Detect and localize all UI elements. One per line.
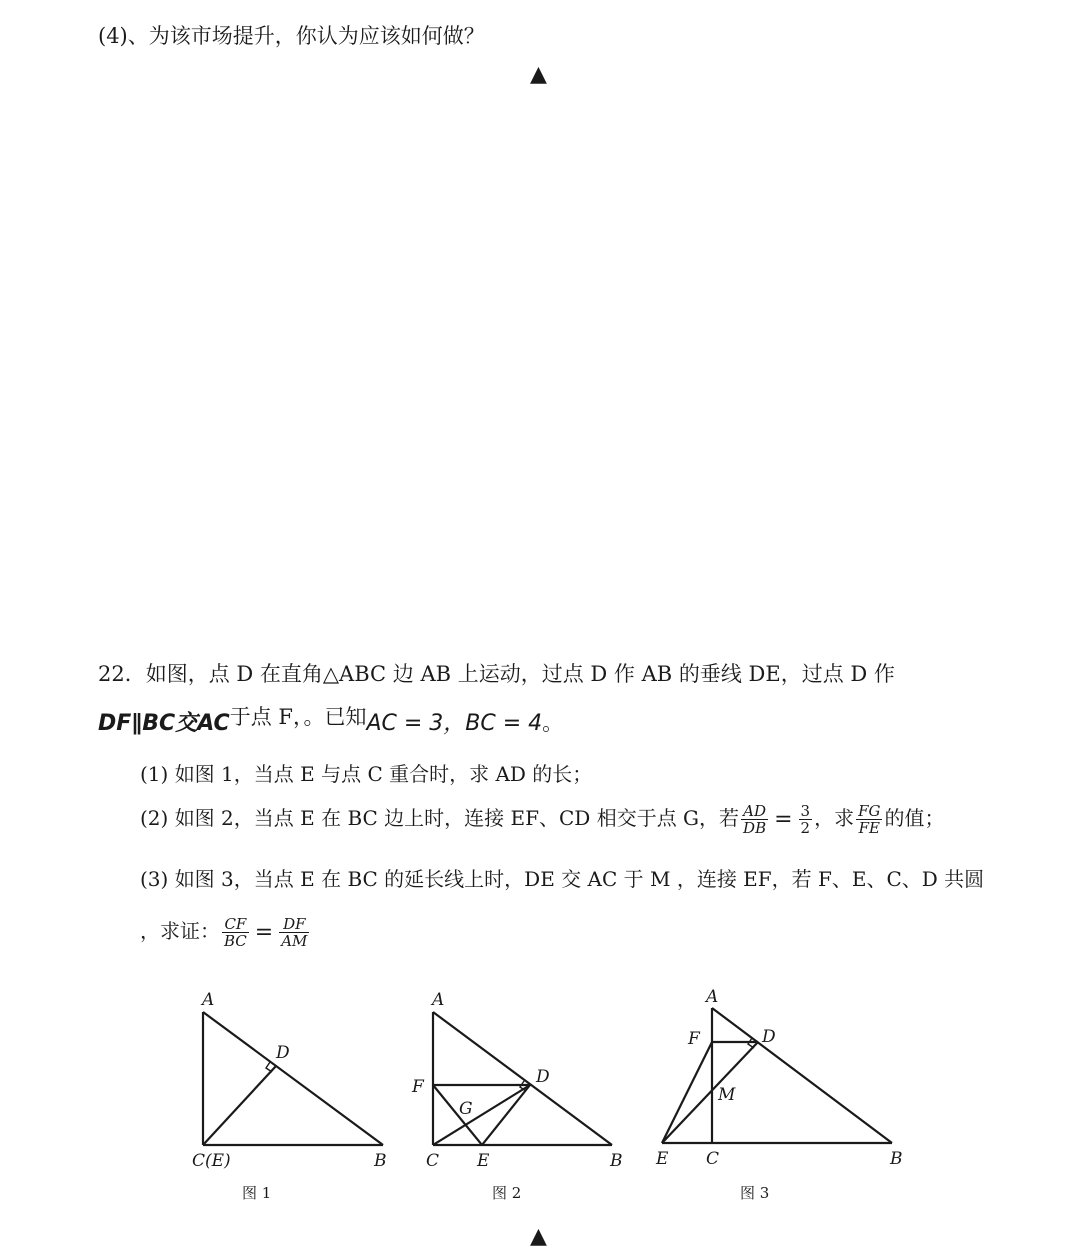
frac-den: DB	[743, 819, 767, 837]
fraction-df-am	[279, 916, 309, 949]
part-3-proof	[140, 915, 311, 949]
part-3-text: (3) 如图 3，当点 E 在 BC 的延长线上时，DE 交 AC 于 M ，连接 EF，若 F、E、C、D 共圆	[140, 867, 985, 891]
part-3-prefix: ，求证：	[140, 919, 220, 943]
fraction-cf-bc	[222, 916, 249, 949]
fig3-label-a: A	[706, 987, 719, 1007]
fraction-ad-db	[741, 803, 768, 836]
question-4-text: (4)、为该市场提升，你认为应该如何做？	[98, 24, 485, 48]
fig3-label-m: M	[718, 1085, 736, 1105]
equals-sign: =	[254, 920, 274, 945]
fig3-label-e: E	[656, 1149, 669, 1169]
fig3-caption: 图 3	[740, 1184, 770, 1202]
fig2-segment-cd	[433, 1085, 530, 1145]
figure-2	[433, 1012, 612, 1145]
figure-1	[203, 1012, 383, 1145]
fig1-label-d: D	[276, 1043, 290, 1063]
frac-den: AM	[281, 932, 308, 950]
fraction-3-2	[799, 803, 813, 836]
frac-num: DF	[279, 916, 309, 933]
fig1-label-c: C(E)	[192, 1151, 231, 1171]
triangle-marker-top: ▲	[530, 62, 547, 87]
fig2-segment-de	[482, 1085, 530, 1145]
line2-end: 。	[542, 711, 564, 735]
fig2-label-f: F	[412, 1077, 424, 1097]
fig2-caption: 图 2	[492, 1184, 522, 1202]
frac-den: FE	[858, 819, 880, 837]
fig3-label-c: C	[706, 1149, 720, 1169]
frac-num: 3	[800, 802, 811, 820]
part-2-prefix: (2) 如图 2，当点 E 在 BC 边上时，连接 EF、CD 相交于点 G，若	[140, 806, 740, 830]
fig2-label-a: A	[432, 990, 445, 1010]
fig1-side-ab	[203, 1012, 383, 1145]
given-values: AC = 3，BC = 4	[366, 711, 543, 736]
part-2-mid: ，求	[814, 806, 855, 830]
fig2-label-e: E	[477, 1151, 490, 1171]
fig2-side-ab	[433, 1012, 612, 1145]
fig3-side-ab	[712, 1008, 892, 1143]
fig2-label-g: G	[459, 1099, 473, 1119]
question-22-line1: 22．如图，点 D 在直角△ABC 边 AB 上运动，过点 D 作 AB 的垂线 DE，过点 D 作	[98, 662, 895, 686]
part-1-text: (1) 如图 1，当点 E 与点 C 重合时，求 AD 的长；	[140, 762, 593, 786]
fig3-label-b: B	[890, 1149, 903, 1169]
frac-den: BC	[224, 932, 247, 950]
fig1-label-b: B	[374, 1151, 387, 1171]
df-parallel-bc-expression: DF∥BC交AC	[98, 711, 230, 736]
fraction-fg-fe	[856, 803, 882, 836]
fig3-label-f: F	[688, 1029, 700, 1049]
frac-num: CF	[222, 916, 249, 933]
line2-mid-text: 于点 F，。已知	[229, 705, 367, 729]
fig2-segment-fe	[433, 1085, 482, 1145]
part-2-text	[140, 802, 944, 836]
question-22-line2	[98, 706, 563, 737]
frac-num: FG	[858, 802, 881, 820]
fig1-label-a: A	[202, 990, 215, 1010]
fig2-label-c: C	[426, 1151, 440, 1171]
geometry-figures	[180, 980, 940, 1210]
fig2-label-d: D	[536, 1067, 550, 1087]
frac-den: 2	[800, 819, 811, 837]
fig2-label-b: B	[610, 1151, 623, 1171]
fig3-segment-ef	[662, 1042, 712, 1143]
equals-sign: =	[774, 807, 793, 832]
triangle-marker-bottom: ▲	[530, 1224, 547, 1249]
frac-num: AD	[741, 803, 768, 820]
fig3-segment-ed	[662, 1042, 758, 1143]
fig1-segment-cd	[203, 1066, 276, 1145]
fig1-caption: 图 1	[242, 1184, 272, 1202]
part-2-suffix: 的值；	[884, 806, 945, 830]
fig3-label-d: D	[762, 1027, 776, 1047]
